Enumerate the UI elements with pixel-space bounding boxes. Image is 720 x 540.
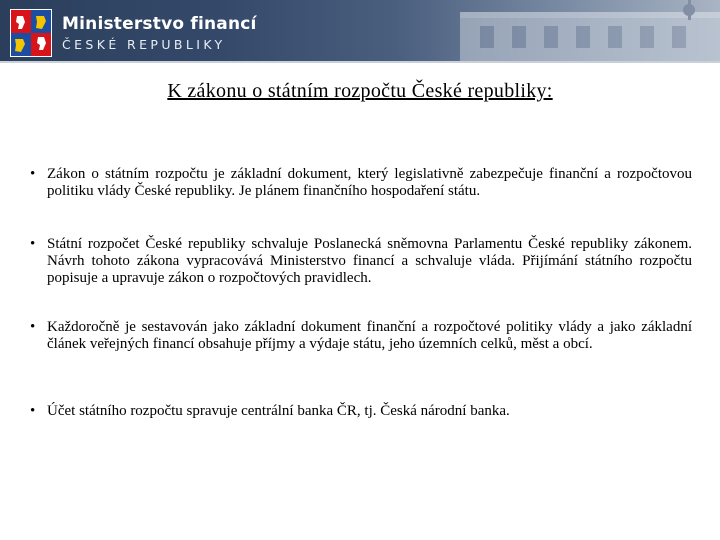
bullet-text: Státní rozpočet České republiky schvaluje Poslanecká sněmovna Parlamentu České republiky zákonem. Návrh tohoto zákona vypracovává Ministerstvo financí a schvaluje vláda. Přijímání státního rozpočtu popisuje a upravuje zákon o rozpočtových pravidlech. [47, 236, 692, 286]
page-title: K zákonu o státním rozpočtu České republiky: [167, 80, 553, 102]
list-item [30, 236, 692, 287]
header-banner [0, 0, 720, 63]
bullet-text: Každoročně je sestavován jako základní dokument finanční a rozpočtové politiky vlády a jako základní článek veřejných financí obsahuje příjmy a výdaje státu, jeho územních celků, měst a obcí. [47, 319, 692, 352]
list-item [30, 319, 692, 353]
bullet-marker: • [30, 403, 36, 419]
coat-of-arms-icon [10, 9, 52, 57]
header-divider [0, 61, 720, 63]
bullet-text: Účet státního rozpočtu spravuje centrální banka ČR, tj. Česká národní banka. [47, 403, 510, 419]
bullet-text: Zákon o státním rozpočtu je základní dokument, který legislativně zabezpečuje finanční a rozpočtovou politiku vlády České republiky. Je plánem finančního hospodaření státu. [47, 166, 692, 199]
country-name: ČESKÉ REPUBLIKY [62, 37, 226, 52]
ministry-name: Ministerstvo financí [62, 14, 257, 34]
list-item [30, 403, 692, 420]
building-image [420, 0, 720, 63]
list-item [30, 166, 692, 200]
bullet-marker: • [30, 166, 36, 182]
bullet-marker: • [30, 236, 36, 252]
bullet-marker: • [30, 319, 36, 335]
